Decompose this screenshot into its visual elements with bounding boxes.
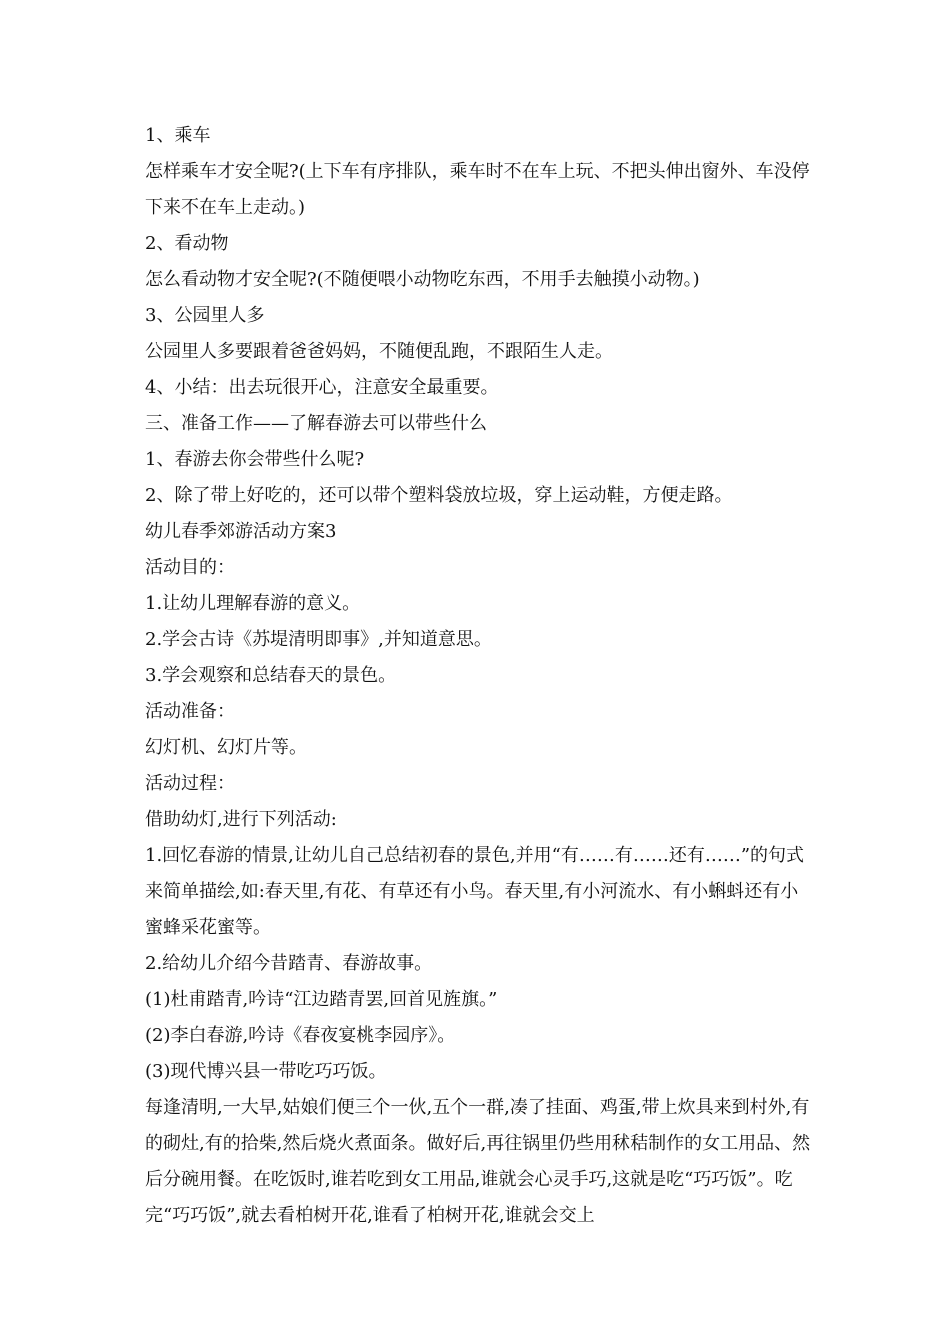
paragraph-park-safety: 公园里人多要跟着爸爸妈妈，不随便乱跑，不跟陌生人走。 <box>145 341 613 362</box>
paragraph-bring-items: 2、除了带上好吃的，还可以带个塑料袋放垃圾，穿上运动鞋，方便走路。 <box>145 485 733 506</box>
section-heading-preparation: 三、准备工作——了解春游去可以带些什么 <box>145 413 487 434</box>
goal-item-3: 3.学会观察和总结春天的景色。 <box>145 665 397 686</box>
heading-watch-animals: 2、看动物 <box>145 233 229 254</box>
heading-activity-preparation: 活动准备： <box>145 701 235 722</box>
paragraph-question-bring: 1、春游去你会带些什么呢? <box>145 449 365 470</box>
story-item-1: (1)杜甫踏青,吟诗“江边踏青罢,回首见旌旗。” <box>145 989 498 1010</box>
heading-crowded-park: 3、公园里人多 <box>145 305 265 326</box>
story-item-3: (3)现代博兴县一带吃巧巧饭。 <box>145 1061 387 1082</box>
heading-ride-vehicle: 1、乘车 <box>145 125 211 146</box>
story-item-2: (2)李白春游,吟诗《春夜宴桃李园序》。 <box>145 1025 456 1046</box>
process-item-2: 2.给幼儿介绍今昔踏青、春游故事。 <box>145 953 433 974</box>
plan-title: 幼儿春季郊游活动方案3 <box>145 521 337 542</box>
paragraph-summary: 4、小结：出去玩很开心，注意安全最重要。 <box>145 377 499 398</box>
paragraph-materials: 幻灯机、幻灯片等。 <box>145 737 307 758</box>
document-body <box>145 118 813 1234</box>
goal-item-2: 2.学会古诗《苏堤清明即事》,并知道意思。 <box>145 629 492 650</box>
paragraph-qingming-custom: 每逢清明,一大早,姑娘们便三个一伙,五个一群,凑了挂面、鸡蛋,带上炊具来到村外,有的砌灶,有的拾柴,然后烧火煮面条。做好后,再往锅里仍些用秫秸制作的女工用品、然后分碗用餐。在吃饭时,谁若吃到女工用品,谁就会心灵手巧,这就是吃“巧巧饭”。吃完“巧巧饭”,就去看柏树开花,谁看了柏树开花,谁就会交上 <box>145 1097 811 1226</box>
heading-activity-process: 活动过程： <box>145 773 235 794</box>
heading-activity-goals: 活动目的： <box>145 557 235 578</box>
process-item-1: 1.回忆春游的情景,让幼儿自己总结初春的景色,并用“有……有……还有……”的句式来简单描绘,如:春天里,有花、有草还有小鸟。春天里,有小河流水、有小蝌蚪还有小蜜蜂采花蜜等。 <box>145 845 805 938</box>
goal-item-1: 1.让幼儿理解春游的意义。 <box>145 593 361 614</box>
paragraph-ride-safety: 怎样乘车才安全呢?(上下车有序排队，乘车时不在车上玩、不把头伸出窗外、车没停下来不在车上走动。) <box>145 161 810 218</box>
paragraph-animal-safety: 怎么看动物才安全呢?(不随便喂小动物吃东西，不用手去触摸小动物。) <box>145 269 700 290</box>
paragraph-intro-activities: 借助幼灯,进行下列活动: <box>145 809 337 830</box>
